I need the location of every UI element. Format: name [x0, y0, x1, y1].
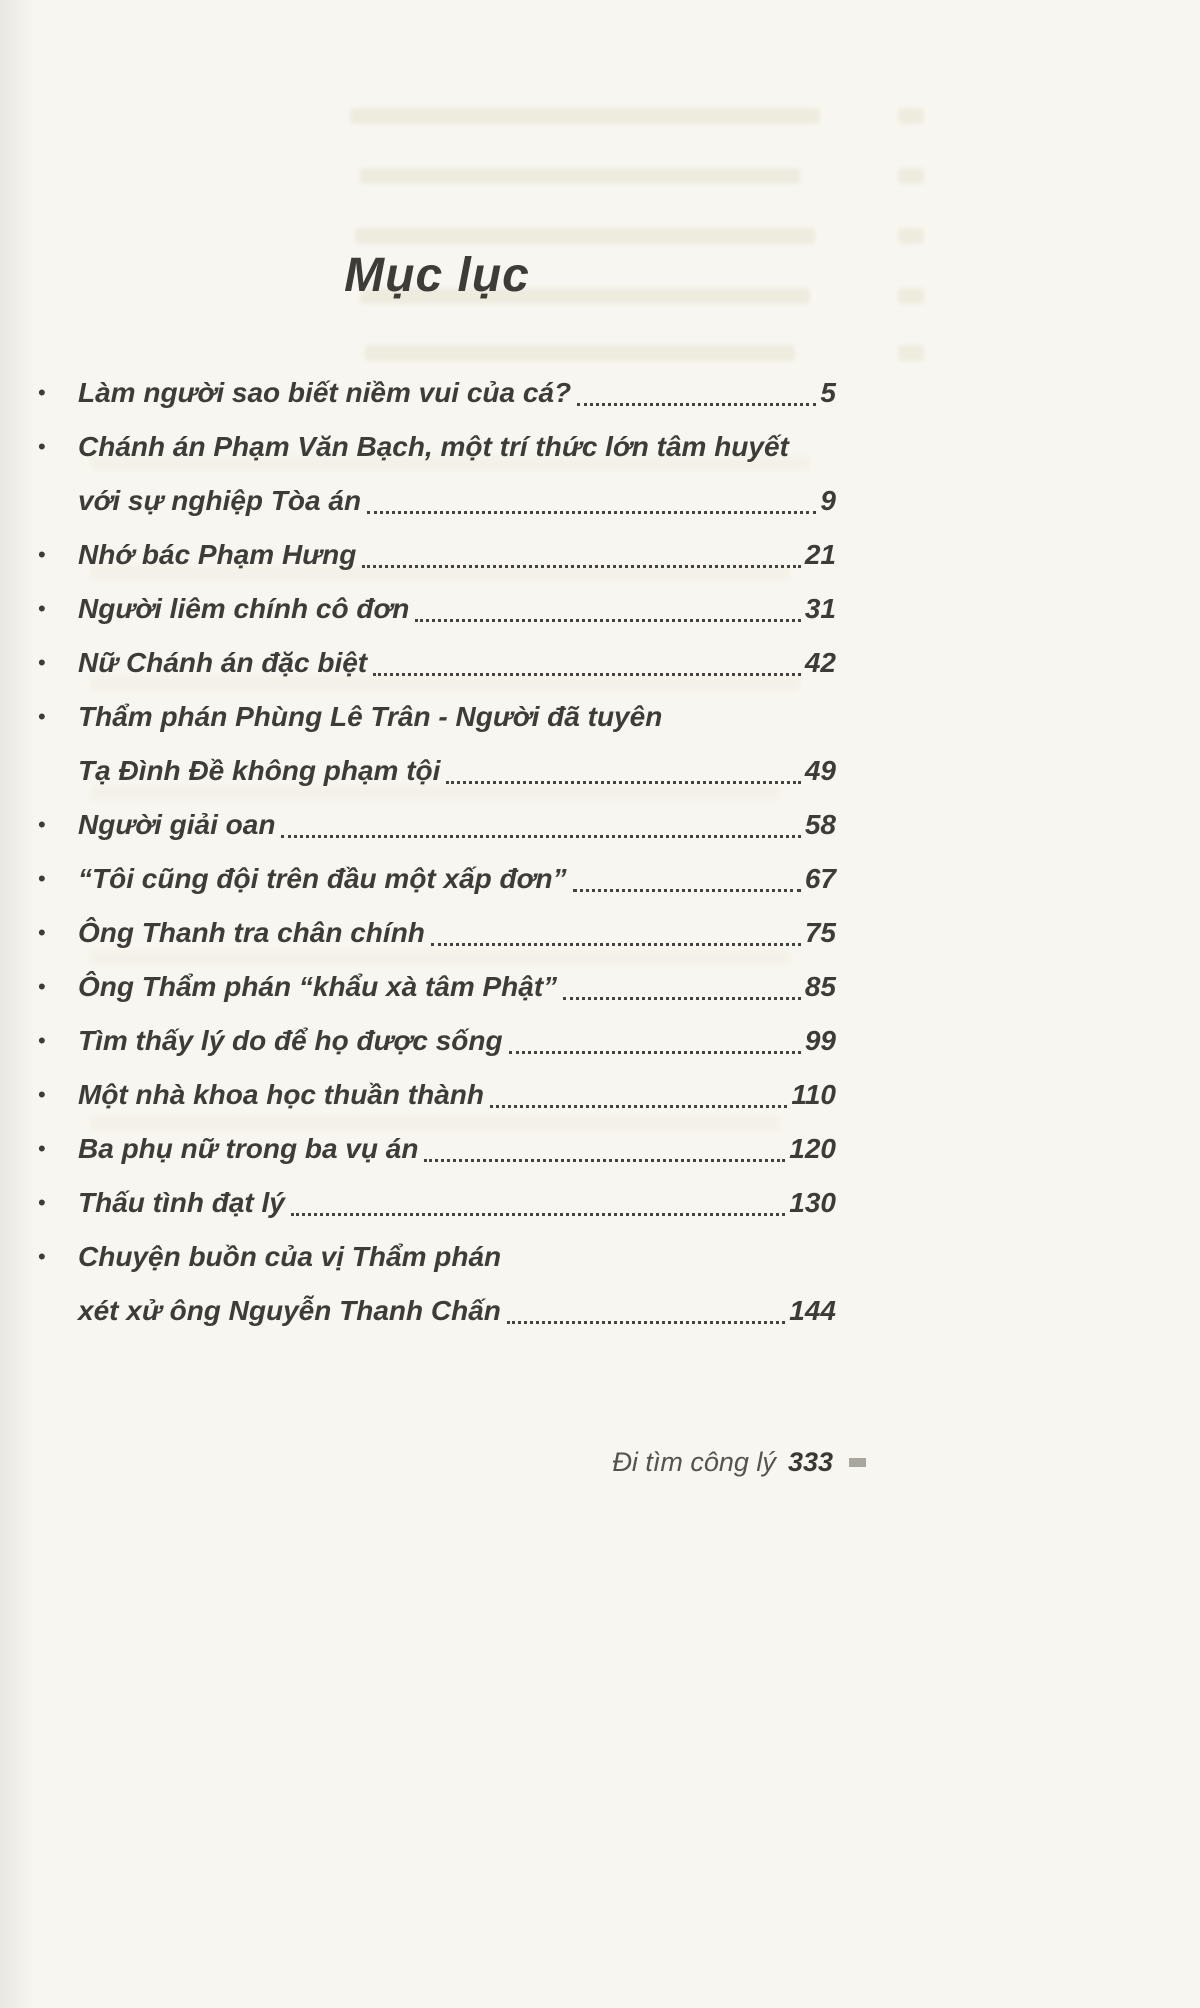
dotted-leader [446, 781, 800, 784]
toc-page-number: 85 [804, 971, 836, 1002]
toc-entry-line [78, 906, 836, 960]
bullet-icon: • [38, 812, 46, 837]
toc-page-number: 5 [820, 377, 836, 408]
dotted-leader [367, 511, 816, 514]
toc-entry-body [78, 366, 836, 420]
toc-entry-body [78, 690, 836, 798]
toc-entry-title: Thấu tình đạt lý [78, 1187, 285, 1218]
toc-entry-body [78, 420, 836, 528]
bullet-icon: • [38, 974, 46, 999]
toc-page-number: 49 [804, 755, 836, 786]
toc-entry-body [78, 798, 836, 852]
toc-entry-body [78, 528, 836, 582]
toc-entry-body [78, 1014, 836, 1068]
bleedthrough-artifact [898, 345, 924, 361]
toc-page-number: 75 [804, 917, 836, 948]
toc-entry-body [78, 582, 836, 636]
toc-entry-body [78, 960, 836, 1014]
dotted-leader [415, 619, 800, 622]
toc-page-number: 144 [789, 1295, 836, 1326]
bullet-icon: • [38, 920, 46, 945]
toc-entry [38, 690, 836, 798]
dotted-leader [431, 943, 801, 946]
toc-entry-body [78, 636, 836, 690]
toc-entry-title: Thẩm phán Phùng Lê Trân - Người đã tuyên [78, 701, 663, 732]
toc-entry-line [78, 744, 836, 798]
bullet-icon: • [38, 434, 46, 459]
bullet-icon: • [38, 1190, 46, 1215]
toc-entry-line [78, 366, 836, 420]
dotted-leader [563, 997, 801, 1000]
footer-marker [849, 1458, 866, 1467]
toc-page-number: 42 [804, 647, 836, 678]
dotted-leader [577, 403, 816, 406]
bleedthrough-artifact [898, 168, 924, 184]
toc-entry [38, 528, 836, 582]
bullet-icon: • [38, 596, 46, 621]
bullet-icon: • [38, 542, 46, 567]
footer-page-number: 333 [787, 1447, 833, 1477]
page-footer [0, 1446, 866, 1478]
toc-page-number: 67 [804, 863, 836, 894]
bullet-icon: • [38, 1136, 46, 1161]
dotted-leader [424, 1159, 785, 1162]
dotted-leader [373, 673, 801, 676]
footer-book-title: Đi tìm công lý [612, 1447, 776, 1477]
toc-entry-body [78, 1122, 836, 1176]
toc-entry [38, 1068, 836, 1122]
dotted-leader [507, 1321, 785, 1324]
toc-entry-line [78, 1068, 836, 1122]
bullet-icon: • [38, 1082, 46, 1107]
toc-entry-line [78, 1122, 836, 1176]
toc-page-number: 58 [804, 809, 836, 840]
bleedthrough-artifact [898, 288, 924, 304]
dotted-leader [281, 835, 800, 838]
bleedthrough-artifact [360, 168, 800, 184]
toc-entry-title: với sự nghiệp Tòa án [78, 485, 362, 516]
toc-entry [38, 366, 836, 420]
toc-entry [38, 1230, 836, 1338]
toc-entry-line [78, 636, 836, 690]
toc-page-number: 130 [789, 1187, 836, 1218]
bullet-icon: • [38, 704, 46, 729]
toc-entry-body [78, 906, 836, 960]
dotted-leader [573, 889, 801, 892]
toc-entry-title: Làm người sao biết niềm vui của cá? [78, 377, 572, 408]
toc-entry-line [78, 528, 836, 582]
toc-entry-title: Một nhà khoa học thuần thành [78, 1079, 484, 1110]
toc-entry-line [78, 474, 836, 528]
toc-entry-line [78, 420, 836, 474]
dotted-leader [362, 565, 800, 568]
toc-page-number: 120 [789, 1133, 836, 1164]
toc-entry [38, 798, 836, 852]
toc-entry-title: Nhớ bác Phạm Hưng [78, 539, 357, 570]
dotted-leader [490, 1105, 787, 1108]
toc-entry-line [78, 960, 836, 1014]
toc-entry-title: Ông Thẩm phán “khẩu xà tâm Phật” [78, 971, 558, 1002]
dotted-leader [291, 1213, 785, 1216]
toc-entry-line [78, 798, 836, 852]
bleedthrough-artifact [350, 108, 820, 124]
toc-entry [38, 582, 836, 636]
toc-entry-title: Chánh án Phạm Văn Bạch, một trí thức lớn tâm huyết [78, 431, 789, 462]
toc-entry-body [78, 1176, 836, 1230]
dotted-leader [509, 1051, 801, 1054]
toc-page-number: 31 [804, 593, 836, 624]
toc-entry-line [78, 1014, 836, 1068]
table-of-contents [38, 366, 836, 1338]
toc-entry [38, 960, 836, 1014]
toc-entry-title: Tạ Đình Đề không phạm tội [78, 755, 441, 786]
bleedthrough-artifact [365, 345, 795, 361]
toc-entry-body [78, 1230, 836, 1338]
toc-entry-line [78, 582, 836, 636]
bullet-icon: • [38, 866, 46, 891]
toc-entry-line [78, 690, 836, 744]
toc-page-number: 21 [804, 539, 836, 570]
toc-entry-title: Người liêm chính cô đơn [78, 593, 410, 624]
toc-entry [38, 1014, 836, 1068]
toc-entry-title: Người giải oan [78, 809, 276, 840]
toc-entry-title: Nữ Chánh án đặc biệt [78, 647, 368, 678]
toc-entry [38, 1176, 836, 1230]
bleedthrough-artifact [355, 228, 815, 244]
toc-entry-line [78, 1284, 836, 1338]
toc-entry [38, 906, 836, 960]
toc-entry-line [78, 1230, 836, 1284]
toc-entry-line [78, 852, 836, 906]
toc-entry-title: Ông Thanh tra chân chính [78, 917, 425, 948]
toc-entry-body [78, 1068, 836, 1122]
toc-entry [38, 420, 836, 528]
toc-entry-body [78, 852, 836, 906]
bullet-icon: • [38, 380, 46, 405]
toc-entry-title: Tìm thấy lý do để họ được sống [78, 1025, 503, 1056]
toc-entry [38, 852, 836, 906]
bullet-icon: • [38, 650, 46, 675]
toc-entry [38, 636, 836, 690]
toc-entry-line [78, 1176, 836, 1230]
toc-page-number: 110 [791, 1079, 836, 1110]
bullet-icon: • [38, 1244, 46, 1269]
bleedthrough-artifact [898, 228, 924, 244]
toc-entry-title: Ba phụ nữ trong ba vụ án [78, 1133, 419, 1164]
toc-page-number: 99 [804, 1025, 836, 1056]
toc-entry [38, 1122, 836, 1176]
toc-page-number: 9 [820, 485, 836, 516]
bleedthrough-artifact [898, 108, 924, 124]
page-gutter-shadow [0, 0, 34, 2008]
bullet-icon: • [38, 1028, 46, 1053]
page-title: Mục lục [344, 249, 530, 302]
toc-entry-title: xét xử ông Nguyễn Thanh Chấn [78, 1295, 501, 1326]
toc-entry-title: “Tôi cũng đội trên đầu một xấp đơn” [78, 863, 567, 894]
toc-entry-title: Chuyện buồn của vị Thẩm phán [78, 1241, 502, 1272]
